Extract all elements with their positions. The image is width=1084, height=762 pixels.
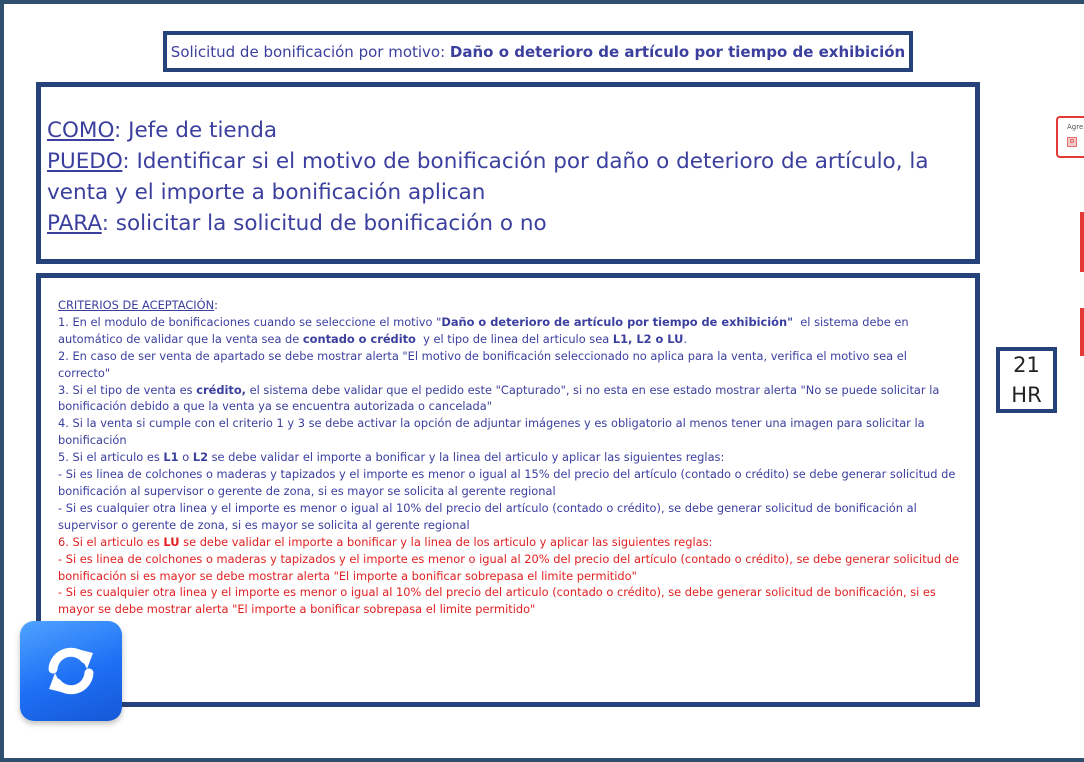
estimate-hours-box	[996, 347, 1057, 413]
puedo-text: : Identificar si el motivo de bonificación por daño o deterioro de artículo, la venta y el importe a bonificación aplican	[47, 149, 929, 205]
edge-marker-1	[1080, 212, 1084, 272]
criteria-heading-label: CRITERIOS DE ACEPTACIÓN	[58, 298, 215, 312]
c1-lines: L1, L2 o LU	[612, 331, 684, 346]
criterion-1	[58, 314, 961, 348]
para-text: : solicitar la solicitud de bonificación o no	[101, 211, 547, 236]
c3-credit: crédito,	[196, 382, 246, 397]
c6-lu: LU	[163, 534, 180, 549]
c5-l1: L1	[163, 450, 179, 465]
side-card-label: Agre	[1067, 123, 1084, 131]
c6-text-c: se debe validar el importe a bonificar y la linea de los articulo y aplicar las siguientes reglas:	[179, 534, 713, 549]
c5-text-a: 5. Si el articulo es	[58, 450, 164, 465]
c5-text-e: se debe validar el importe a bonificar y la linea del articulo y aplicar las siguientes reglas:	[208, 450, 725, 465]
side-card-badge: D	[1067, 137, 1077, 147]
c6-text-a: 6. Si el articulo es	[58, 534, 164, 549]
criterion-4: 4. Si la venta si cumple con el criterio 1 y 3 se debe activar la opción de adjuntar imágenes y es obligatorio al menos tener una imagen para solicitar la bonificación	[58, 416, 925, 448]
criterion-6-rule-1: - Si es linea de colchones o maderas y tapizados y el importe es menor o igual al 20% del precio del artículo (contado o crédito), se debe generar solicitud de bonificación si es mayor se debe mostrar alerta "El importe a bonificar sobrepasa el limite permitido"	[58, 551, 959, 583]
estimate-number: 21	[1013, 353, 1040, 377]
c1-text-g: .	[683, 331, 688, 346]
c1-text-e: y el tipo de linea del articulo sea	[415, 331, 613, 346]
sync-icon	[39, 639, 103, 703]
criterion-3	[58, 382, 961, 416]
edge-marker-2	[1080, 308, 1084, 356]
c3-text-c: el sistema debe validar que el pedido este "Capturado", si no esta en ese estado mostrar alerta "No se puede solicitar la bonificación debido a que la venta ya se encuentra autorizada o cancelada"	[58, 382, 940, 414]
c3-text-a: 3. Si el tipo de venta es	[58, 382, 197, 397]
c5-text-c: o	[178, 450, 193, 465]
c1-text-a: 1. En el modulo de bonificaciones cuando se seleccione el motivo "	[58, 314, 442, 329]
story-como	[47, 115, 969, 146]
como-text: : Jefe de tienda	[114, 118, 278, 143]
title-prefix: Solicitud de bonificación por motivo:	[170, 42, 450, 61]
criterion-5-rule-1: - Si es linea de colchones o maderas y tapizados y el importe es menor o igual al 15% del precio del artículo (contado o crédito) se debe generar solicitud de bonificación al supervisor o gerente de zona, si es mayor se solicita al gerente regional	[58, 467, 956, 498]
como-label: COMO	[47, 118, 115, 143]
acceptance-criteria-box	[36, 273, 980, 707]
criterion-5	[58, 449, 961, 466]
c5-l2: L2	[192, 450, 208, 465]
user-story-box	[36, 82, 980, 264]
criterion-2: 2. En caso de ser venta de apartado se debe mostrar alerta "El motivo de bonificación seleccionado no aplica para la venta, verifica el motivo sea el correcto"	[58, 348, 907, 380]
para-label: PARA	[47, 211, 102, 236]
c1-sale-type: contado o crédito	[302, 331, 416, 346]
estimate-unit: HR	[1011, 383, 1042, 407]
title-box	[163, 31, 913, 72]
c1-text-c: el sistema debe en automático de validar que la venta sea de	[58, 314, 913, 346]
story-para	[47, 208, 969, 239]
story-puedo	[47, 146, 969, 208]
criterion-6-rule-2: - Si es cualquier otra linea y el importe es menor o igual al 10% del precio del articulo (contado o crédito), se debe generar solicitud de bonificación, si es mayor se debe mostrar alerta "El importe a bonificar sobrepasa el limite permitido"	[58, 585, 936, 617]
side-card[interactable]	[1056, 116, 1084, 158]
puedo-label: PUEDO	[47, 149, 123, 174]
c1-reason: Daño o deterioro de artículo por tiempo de exhibición"	[441, 314, 794, 329]
sync-button[interactable]	[20, 621, 122, 721]
criterion-5-rule-2: - Si es cualquier otra linea y el importe es menor o igual al 10% del precio del artículo (contado o crédito), se debe generar solicitud de bonificación al supervisor o gerente de zona, si es mayor se solicita al gerente regional	[58, 500, 917, 532]
criteria-heading	[58, 297, 961, 314]
criteria-heading-colon: :	[214, 298, 218, 312]
criterion-6	[58, 534, 961, 551]
title-reason: Daño o deterioro de artículo por tiempo de exhibición	[449, 42, 906, 61]
